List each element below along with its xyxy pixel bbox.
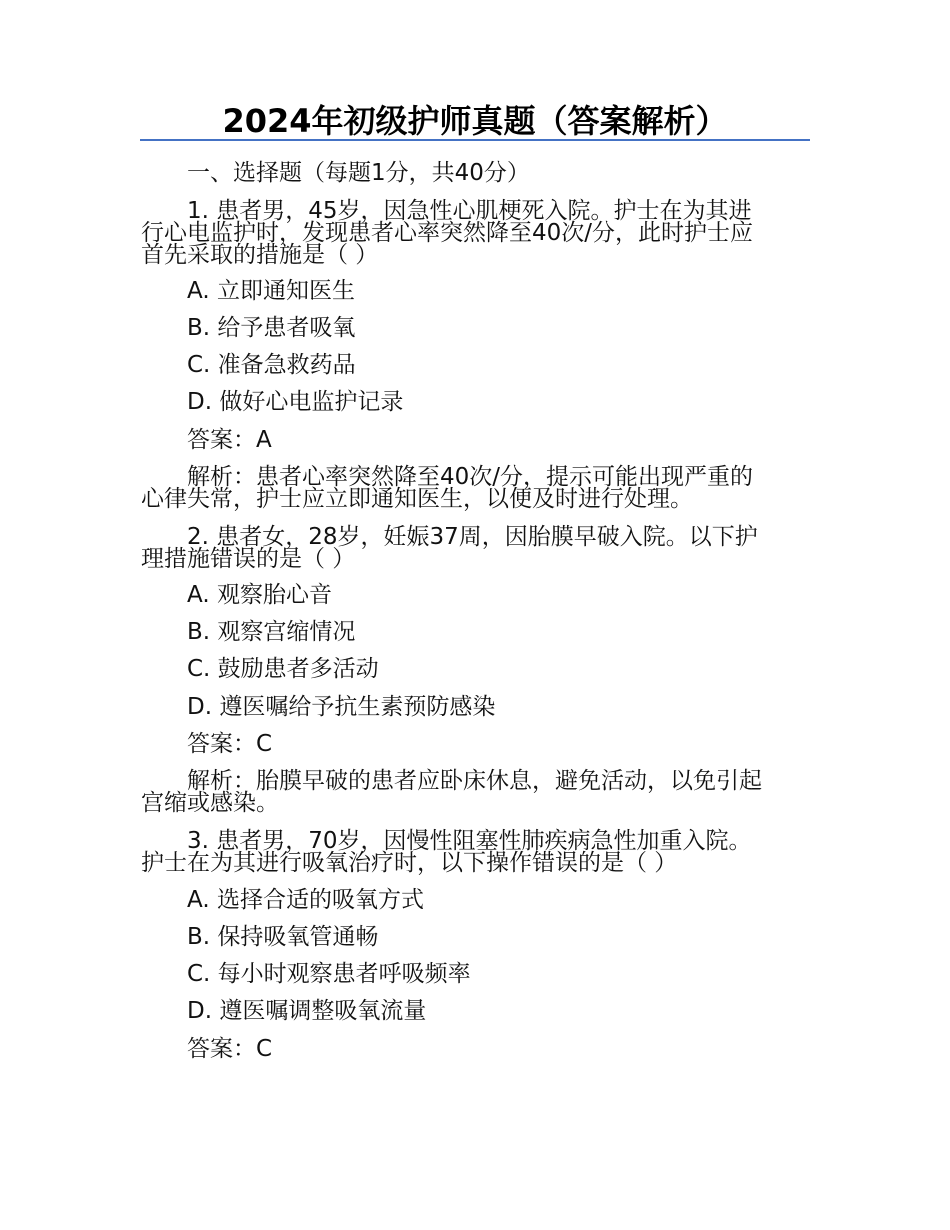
question-2-analysis-line-1: 解析：胎膜早破的患者应卧床休息，避免活动，以免引起	[187, 768, 762, 794]
title-underline	[140, 139, 810, 141]
question-3-answer: 答案：C	[187, 1036, 273, 1062]
question-1-option-c: C. 准备急救药品	[187, 352, 356, 378]
question-1-stem-line-1: 1. 患者男，45岁，因急性心肌梗死入院。护士在为其进	[187, 198, 752, 224]
question-2-stem-line-1: 2. 患者女，28岁，妊娠37周，因胎膜早破入院。以下护	[187, 524, 758, 550]
question-3-option-b: B. 保持吸氧管通畅	[187, 924, 379, 950]
question-2-answer: 答案：C	[187, 731, 273, 757]
question-2-option-b: B. 观察宫缩情况	[187, 619, 356, 645]
question-3-option-d: D. 遵医嘱调整吸氧流量	[187, 998, 427, 1024]
question-2-analysis-line-2: 宫缩或感染。	[141, 790, 279, 816]
question-1-answer: 答案：A	[187, 427, 272, 453]
question-3-stem-line-1: 3. 患者男，70岁，因慢性阻塞性肺疾病急性加重入院。	[187, 828, 752, 854]
question-2-stem-line-2: 理措施错误的是（ ）	[141, 546, 356, 572]
question-3-stem-line-2: 护士在为其进行吸氧治疗时，以下操作错误的是（ ）	[141, 850, 678, 876]
section-heading: 一、选择题（每题1分，共40分）	[187, 160, 530, 186]
document-title: 2024年初级护师真题（答案解析）	[222, 102, 728, 140]
question-2-option-d: D. 遵医嘱给予抗生素预防感染	[187, 694, 496, 720]
question-2-option-c: C. 鼓励患者多活动	[187, 656, 379, 682]
question-1-analysis-line-1: 解析：患者心率突然降至40次/分，提示可能出现严重的	[187, 464, 754, 490]
question-1-option-a: A. 立即通知医生	[187, 278, 355, 304]
question-1-option-d: D. 做好心电监护记录	[187, 389, 404, 415]
question-1-option-b: B. 给予患者吸氧	[187, 315, 356, 341]
question-3-option-c: C. 每小时观察患者呼吸频率	[187, 961, 471, 987]
question-3-option-a: A. 选择合适的吸氧方式	[187, 887, 424, 913]
question-1-analysis-line-2: 心律失常，护士应立即通知医生，以便及时进行处理。	[141, 486, 693, 512]
question-1-stem-line-3: 首先采取的措施是（ ）	[141, 242, 379, 268]
question-1-stem-line-2: 行心电监护时，发现患者心率突然降至40次/分，此时护士应	[141, 220, 754, 246]
question-2-option-a: A. 观察胎心音	[187, 582, 332, 608]
